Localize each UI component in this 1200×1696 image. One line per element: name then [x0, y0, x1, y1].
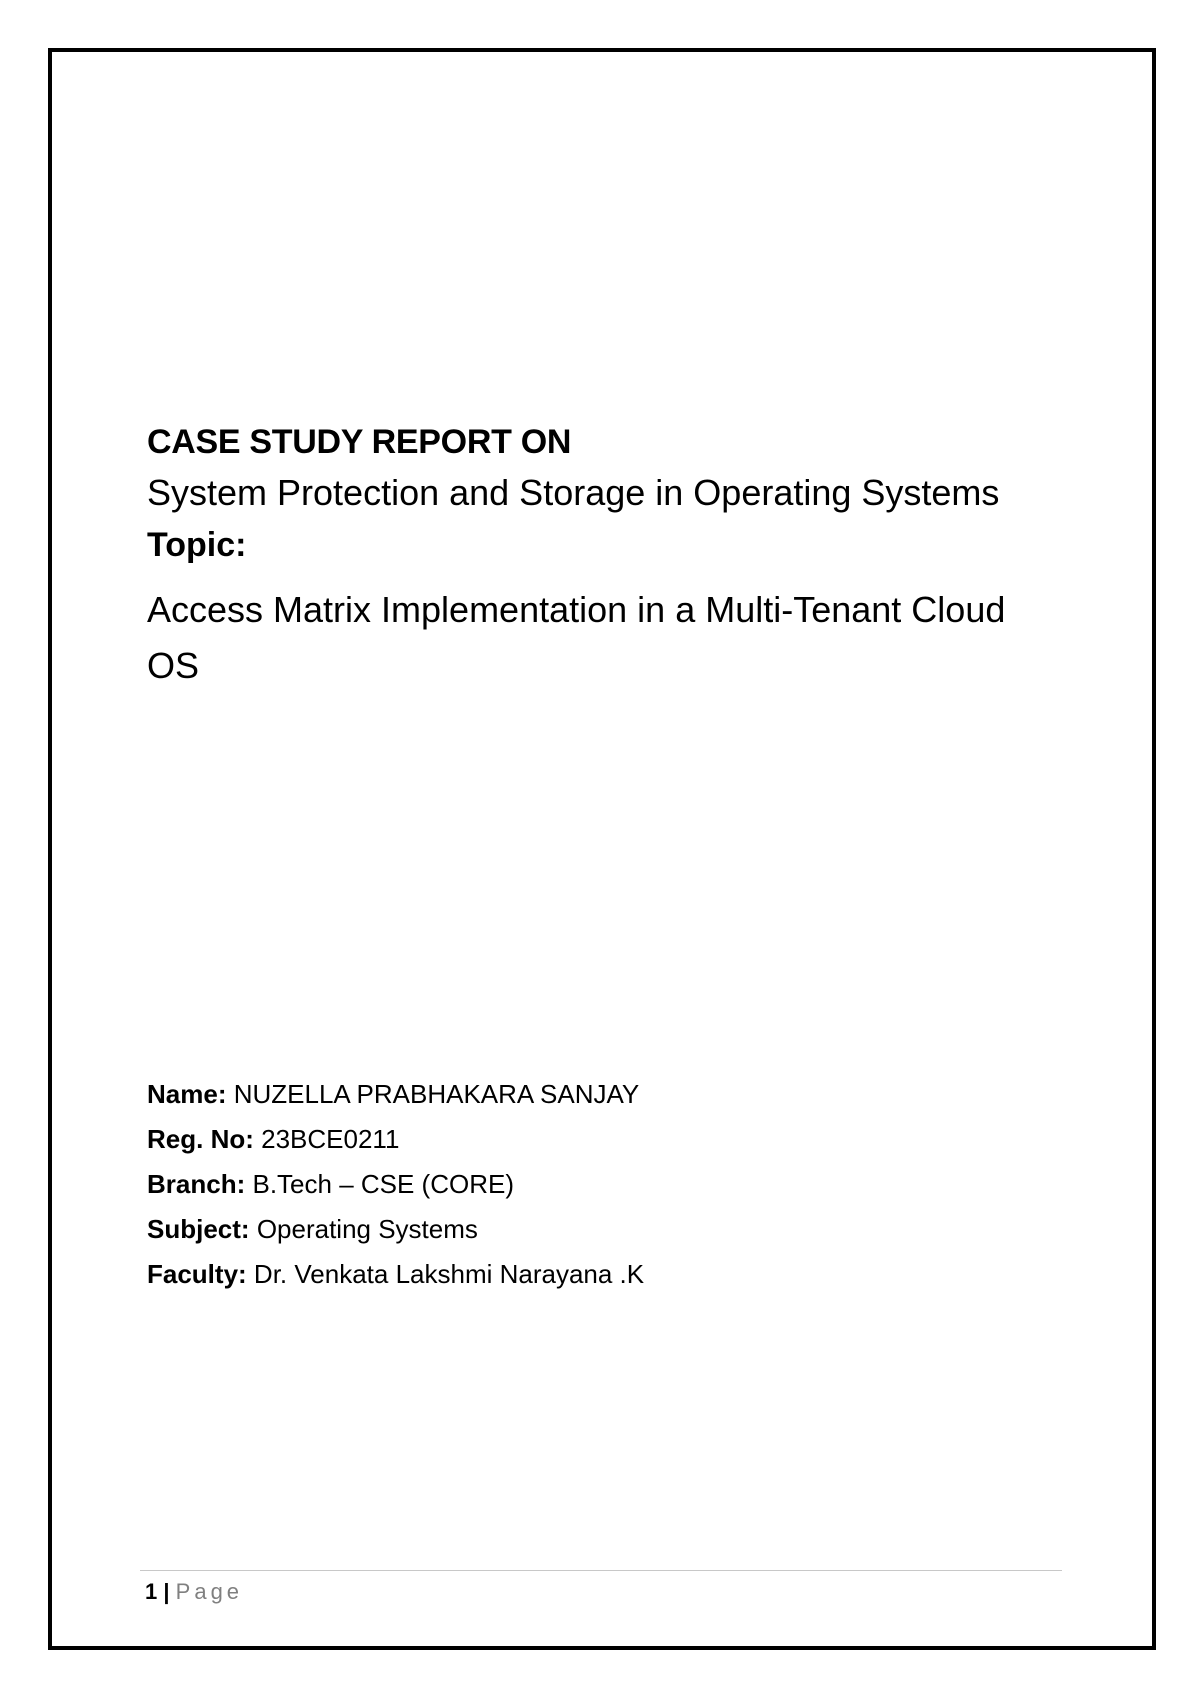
detail-branch — [147, 1162, 1047, 1207]
detail-label: Faculty: — [147, 1259, 247, 1289]
detail-label: Reg. No: — [147, 1124, 254, 1154]
subject-line: System Protection and Storage in Operating Systems — [147, 472, 1000, 513]
detail-label: Subject: — [147, 1214, 250, 1244]
student-details — [147, 1072, 1047, 1297]
page-border — [48, 48, 1156, 1650]
page-separator: | — [163, 1579, 170, 1604]
detail-name — [147, 1072, 1047, 1117]
page-footer — [145, 1577, 243, 1607]
detail-label: Name: — [147, 1079, 227, 1109]
detail-value: Operating Systems — [256, 1214, 478, 1244]
topic-label: Topic: — [147, 526, 247, 564]
detail-subject — [147, 1207, 1047, 1252]
detail-value: B.Tech – CSE (CORE) — [252, 1169, 514, 1199]
detail-value: Dr. Venkata Lakshmi Narayana .K — [253, 1259, 645, 1289]
page-word: Page — [175, 1579, 244, 1604]
detail-faculty — [147, 1252, 1047, 1297]
detail-value: 23BCE0211 — [261, 1124, 400, 1154]
report-heading: CASE STUDY REPORT ON — [147, 423, 572, 461]
topic-title: Access Matrix Implementation in a Multi-Tenant Cloud OS — [147, 589, 1006, 686]
detail-value: NUZELLA PRABHAKARA SANJAY — [233, 1079, 640, 1109]
detail-label: Branch: — [147, 1169, 246, 1199]
footer-divider — [140, 1570, 1062, 1571]
page-number: 1 — [145, 1579, 158, 1604]
title-block — [147, 418, 1107, 694]
detail-reg-no — [147, 1117, 1047, 1162]
